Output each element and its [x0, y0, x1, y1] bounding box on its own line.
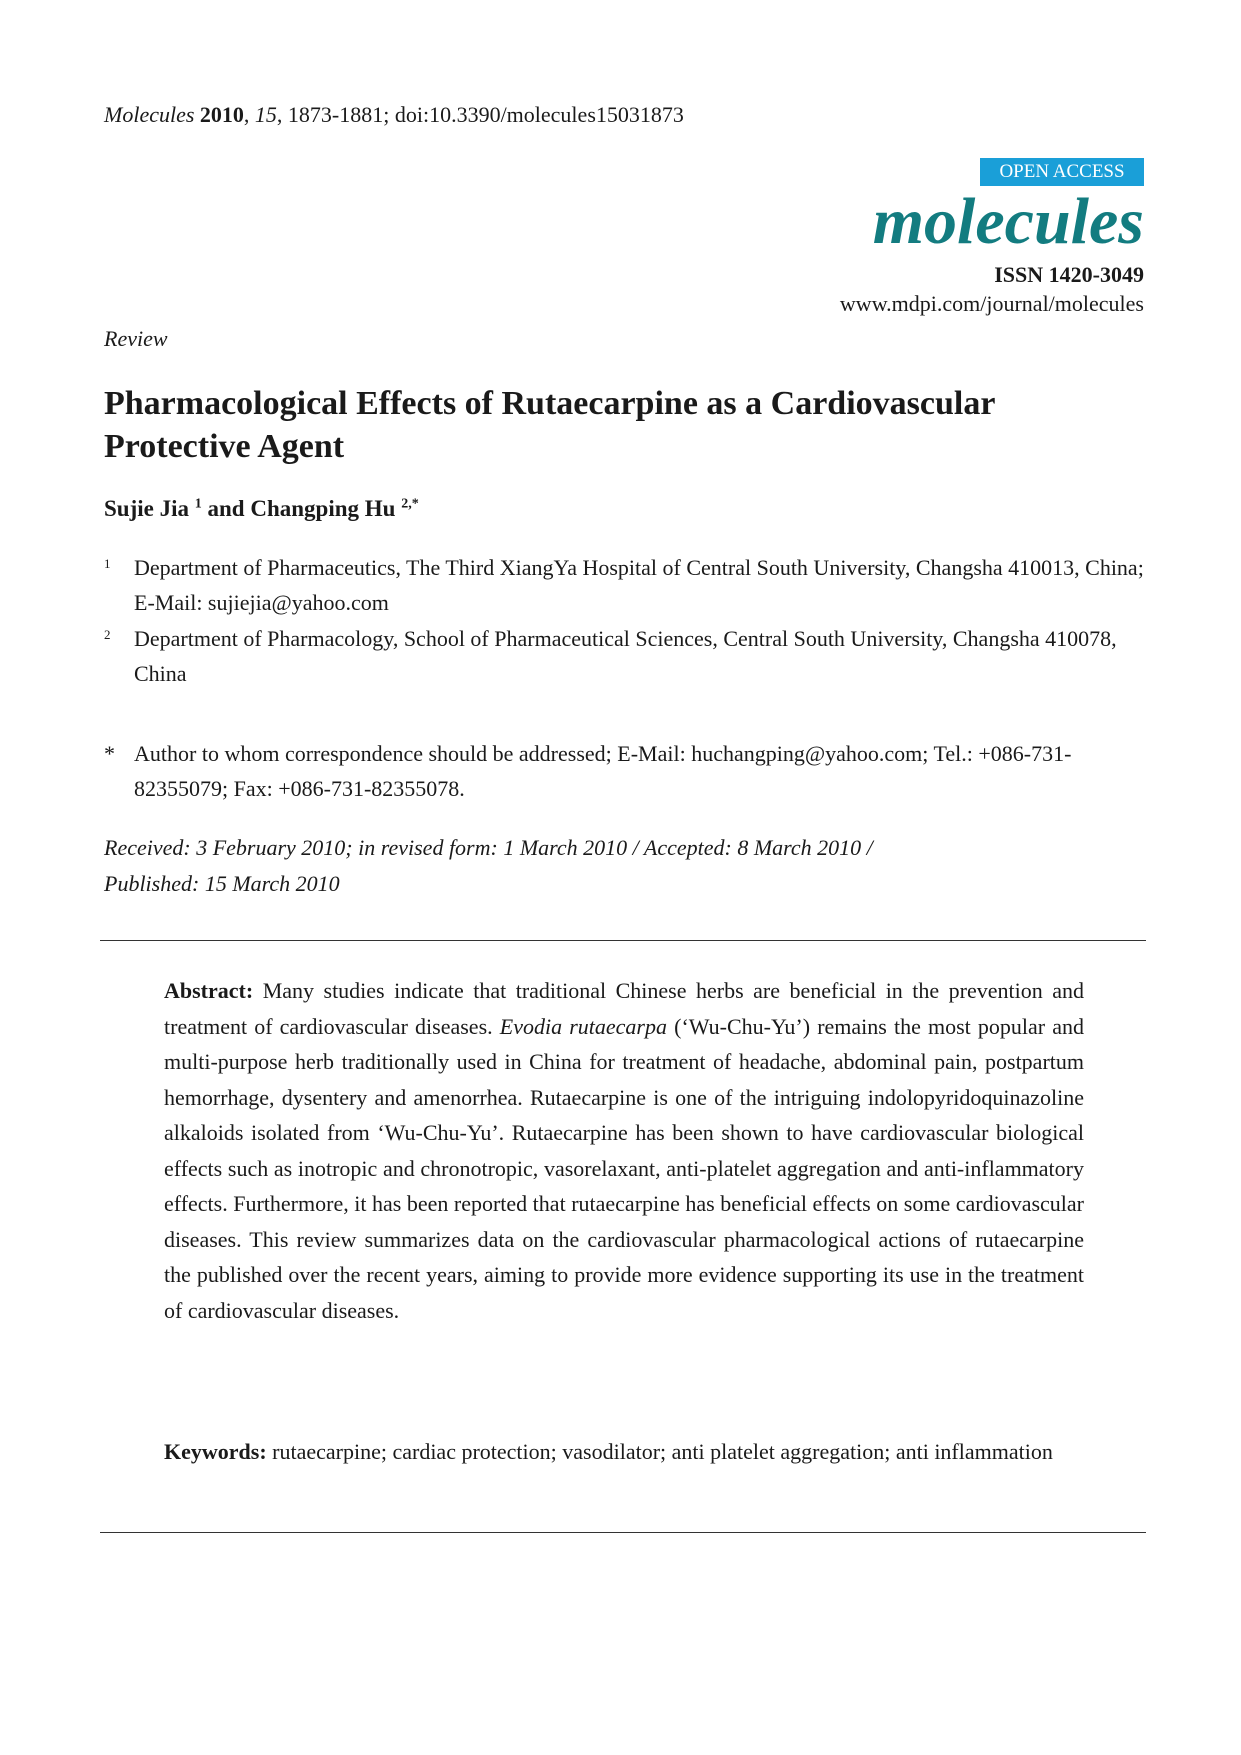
affiliation-number: 1: [104, 556, 111, 571]
affiliation: [104, 621, 1144, 691]
journal-logo: molecules: [872, 185, 1144, 258]
abstract-text: Many studies indicate that traditional Chinese herbs are beneficial in the prevention and treatment of cardiovascular diseases.: [164, 978, 1084, 1039]
journal-url[interactable]: www.mdpi.com/journal/molecules: [839, 291, 1144, 316]
citation-rest: , 1873-1881; doi:10.3390/molecules15031873: [276, 102, 684, 127]
abstract-label: Abstract:: [164, 978, 254, 1003]
divider-top: [100, 940, 1146, 941]
article-title: Pharmacological Effects of Rutaecarpine as a Cardiovascular Protective Agent: [104, 385, 995, 465]
publication-dates: [104, 830, 873, 902]
citation-year: 2010: [199, 102, 244, 127]
affiliation-text: Department of Pharmaceutics, The Third XiangYa Hospital of Central South University, Changsha 410013, China; E-Mail: sujiejia@yahoo.com: [134, 555, 1144, 615]
abstract-species: Evodia rutaecarpa: [499, 1013, 667, 1039]
author-list: [104, 496, 419, 522]
correspondence: [104, 736, 1144, 806]
author-joiner: and: [201, 496, 251, 521]
affiliation: [104, 550, 1144, 620]
citation-volume: 15: [254, 102, 277, 127]
author-name: Changping Hu: [250, 496, 396, 521]
correspondence-text: Author to whom correspondence should be addressed; E-Mail: huchangping@yahoo.com; Tel.: +086-731-82355079; Fax: +086-731-82355078.: [134, 741, 1072, 801]
keywords-text: rutaecarpine; cardiac protection; vasodilator; anti platelet aggregation; anti inflammation: [266, 1439, 1053, 1464]
article-type: Review: [104, 326, 168, 351]
dates-line: Published: 15 March 2010: [104, 871, 340, 896]
correspondence-mark: *: [104, 741, 115, 766]
divider-bottom: [100, 1532, 1146, 1533]
open-access-badge: OPEN ACCESS: [980, 158, 1144, 186]
author-affiliation-mark: 2,*: [401, 496, 419, 512]
citation-journal: Molecules: [104, 102, 195, 127]
keywords-label: Keywords:: [164, 1439, 267, 1464]
citation-line: Molecules 2010, 15, 1873-1881; doi:10.3390/molecules15031873: [104, 102, 684, 127]
author-affiliation-mark: 1: [194, 496, 202, 512]
affiliation-text: Department of Pharmacology, School of Pharmaceutical Sciences, Central South University, Changsha 410078, China: [134, 626, 1117, 686]
dates-line: Received: 3 February 2010; in revised form: 1 March 2010 / Accepted: 8 March 2010 /: [104, 835, 873, 860]
issn: ISSN 1420-3049: [994, 262, 1144, 287]
author-name: Sujie Jia: [104, 496, 189, 521]
abstract-text: (‘Wu-Chu-Yu’) remains the most popular and multi-purpose herb traditionally used in China for treatment of headache, abdominal pain, postpartum hemorrhage, dysentery and amenorrhea. Rutaecarpine is one of the intriguing indolopyridoquinazoline alkaloids isolated from ‘Wu-Chu-Yu’. Rutaecarpine has been shown to have cardiovascular biological effects such as inotropic and chronotropic, vasorelaxant, anti-platelet aggregation and anti-inflammatory effects. Furthermore, it has been reported that rutaecarpine has beneficial effects on some cardiovascular diseases. This review summarizes data on the cardiovascular pharmacological actions of rutaecarpine the published over the recent years, aiming to provide more evidence supporting its use in the treatment of cardiovascular diseases.: [164, 1013, 1084, 1323]
keywords: [164, 1434, 1084, 1470]
affiliation-number: 2: [104, 627, 111, 642]
abstract: [164, 973, 1084, 1328]
